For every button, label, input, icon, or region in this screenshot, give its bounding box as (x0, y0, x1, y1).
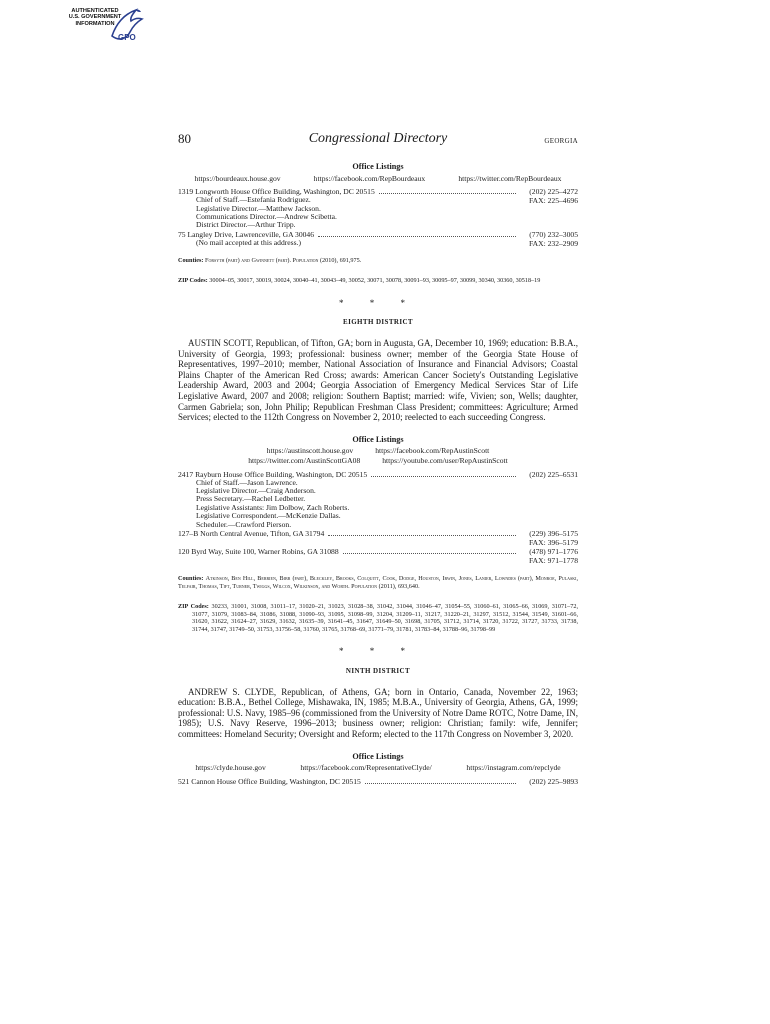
district-heading: NINTH DISTRICT (345, 666, 411, 675)
youtube-link[interactable]: https://youtube.com/user/RepAustinScott (382, 455, 508, 465)
url-row (178, 446, 578, 456)
twitter-link[interactable]: https://twitter.com/RepBourdeaux (458, 173, 562, 183)
office-fax: FAX: 232–2909 (528, 238, 578, 248)
office-line (178, 777, 578, 786)
counties-text: Forsyth (part) and Gwinnett (part). Population (2010), 691,975. (205, 257, 362, 265)
staff-entry: Legislative Director.—Craig Anderson. (196, 485, 316, 495)
office-address: 521 Cannon House Office Building, Washington, DC 20515 (178, 776, 361, 786)
counties-paragraph (178, 575, 578, 591)
eighth-district-section (178, 318, 578, 633)
website-link[interactable]: https://bourdeaux.house.gov (194, 173, 281, 183)
staff-entry: District Director.—Arthur Tripp. (196, 220, 296, 230)
staff-entry: Legislative Assistants: Jim Dolbow, Zach Roberts. (196, 502, 350, 512)
zip-codes-label: ZIP Codes: (178, 602, 209, 610)
dot-leader (328, 535, 516, 536)
office-fax: FAX: 396–5179 (528, 537, 578, 547)
staff-entry: Legislative Correspondent.—McKenzie Dallas. (196, 511, 341, 521)
section-separator: * * * (339, 646, 417, 657)
office-listings-heading: Office Listings (352, 434, 404, 444)
office-address: 127–B North Central Avenue, Tifton, GA 31794 (178, 528, 325, 538)
office-address: 2417 Rayburn House Office Building, Washington, DC 20515 (178, 469, 368, 479)
counties-label: Counties: (178, 257, 204, 265)
page-title: Congressional Directory (308, 131, 448, 146)
office-address: 75 Langley Drive, Lawrenceville, GA 30046 (178, 229, 315, 239)
office-phone: (202) 225–6531 (529, 469, 578, 479)
url-row (178, 763, 578, 773)
seal-line-2: U.S. GOVERNMENT (68, 14, 122, 21)
staff-entry: Legislative Director.—Matthew Jackson. (196, 203, 321, 213)
twitter-link[interactable]: https://twitter.com/AustinScottGA08 (248, 455, 361, 465)
zip-codes-paragraph (178, 603, 578, 633)
website-link[interactable]: https://austinscott.house.gov (266, 446, 354, 456)
office-note: (No mail accepted at this address.) (196, 237, 302, 247)
staff-entry: Scheduler.—Crawford Pierson. (196, 519, 292, 529)
counties-paragraph (178, 257, 578, 265)
office-phone: (202) 225–4272 (529, 187, 578, 197)
instagram-link[interactable]: https://instagram.com/repclyde (466, 763, 561, 773)
member-bio: AUSTIN SCOTT, Republican, of Tifton, GA; born in Augusta, GA, December 10, 1969; education: B.B.A., University of Georgia, 1993; professional: business owner; member of the Georgia State House of Representatives, 1997–2010; member, National Association of Insurance and Financial Advisors; Coastal Plains Chapter of the American Red Cross; awards: American Cancer Society's Outstanding Legislative Leadership Award, 2003 and 2004; Georgia Association of Emergency Medical Services Star of Life Legislative Award, 2007 and 2008; religion: Southern Baptist; married: wife, Vivien; son, Wells; daughter, Carmen Gabriela; son, John Philip; Republican Freshman Class President; committees: Agriculture; Armed Services; elected to the 112th Congress on November 2, 2010; reelected to each succeeding Congress. (178, 338, 578, 423)
gpo-wordmark: GPO (118, 33, 136, 42)
url-row (178, 456, 578, 466)
office-listings-heading: Office Listings (352, 162, 404, 171)
office-line (178, 547, 578, 556)
office-address: 1319 Longworth House Office Building, Washington, DC 20515 (178, 187, 375, 197)
seal-line-3: INFORMATION (75, 20, 115, 27)
dot-leader (343, 553, 516, 554)
page-number: 80 (178, 131, 191, 146)
office-fax: FAX: 971–1778 (528, 555, 578, 565)
staff-entry: Communications Director.—Andrew Scibetta. (196, 212, 337, 221)
office-listings-heading: Office Listings (352, 751, 404, 761)
state-label: GEORGIA (544, 137, 578, 145)
gpo-authentication-seal (62, 6, 146, 48)
staff-entry: Chief of Staff.—Estefania Rodriguez. (196, 195, 311, 205)
dot-leader (379, 193, 516, 194)
prev-member-section (178, 162, 578, 285)
office-phone: (229) 396–5175 (529, 528, 578, 538)
counties-label: Counties: (178, 574, 204, 582)
zip-codes-text: 30004–05, 30017, 30019, 30024, 30040–41, 30043–49, 30052, 30071, 30078, 30091–93, 30095–97, 30099, 30340, 30360, 30518–19 (209, 277, 541, 285)
website-link[interactable]: https://clyde.house.gov (195, 763, 266, 773)
directory-page (178, 131, 579, 786)
dot-leader (318, 236, 516, 237)
staff-entry: Press Secretary.—Rachel Ledbetter. (196, 494, 306, 504)
running-head (178, 131, 578, 152)
facebook-link[interactable]: https://facebook.com/RepAustinScott (375, 446, 490, 456)
office-line (178, 529, 578, 538)
zip-codes-text: 30233, 31001, 31008, 31011–17, 31020–21, 31023, 31028–38, 31042, 31044, 31046–47, 31054–55, 31060–61, 31065–66, 31069, 31071–72, 31077, 31079, 31083–84, 31086, 31088, 31090–93, 31095, 31098–99, 31204, 31209–11, 31217, 31220–21, 31297, 31512, 31544, 31549, 31601–66, 31620, 31622, 31624–27, 31629, 31632, 31635–39, 31641–45, 31647, 31649–50, 31698, 31705, 31712, 31714, 31720, 31722, 31727, 31733, 31738, 31744, 31747, 31749–50, 31753, 31756–58, 31760, 31765, 31768–69, 31771–79, 31781, 31783–84, 31788–96, 31798–99 (192, 602, 579, 633)
dot-leader (371, 476, 516, 477)
seal-line-1: AUTHENTICATED (71, 8, 119, 14)
office-phone: (478) 971–1776 (529, 546, 578, 556)
office-phone: (770) 232–3005 (529, 229, 578, 239)
district-heading: EIGHTH DISTRICT (343, 318, 413, 327)
office-phone: (202) 225–9893 (529, 776, 578, 786)
zip-codes-label: ZIP Codes: (178, 277, 208, 285)
dot-leader (365, 783, 516, 784)
zip-codes-paragraph (178, 277, 578, 285)
section-separator: * * * (339, 297, 417, 308)
ninth-district-section (178, 667, 578, 786)
facebook-link[interactable]: https://facebook.com/RepBourdeaux (313, 173, 426, 183)
member-bio: ANDREW S. CLYDE, Republican, of Athens, GA; born in Ontario, Canada, November 22, 1963; education: B.B.A., Bethel College, Mishawaka, IN, 1985; M.B.A., University of Georgia, Athens, GA, 1999; professional: U.S. Navy, 1985–96 (commissioned from the University of Notre Dame ROTC, Notre Dame, IN, 1985); U.S. Navy Reserve, 1996–2013; business owner; religion: Christian; family: wife, Jennifer; committees: Homeland Security; Oversight and Reform; elected to the 117th Congress on November 3, 2020. (178, 686, 578, 739)
facebook-link[interactable]: https://facebook.com/RepresentativeClyde/ (300, 763, 432, 773)
counties-text: Atkinson, Ben Hill, Berrien, Bibb (part), Bleckley, Brooks, Colquitt, Cook, Dodge, Houston, Irwin, Jones, Lanier, Lowndes (part), Monroe, Pulaski, Telfair, Thomas, Tift, Turner, Twiggs, Wilcox, Wilkinson, and Worth. Population (2011), 693,640. (178, 574, 578, 590)
office-address: 120 Byrd Way, Suite 100, Warner Robins, GA 31088 (178, 546, 339, 556)
office-fax: FAX: 225–4696 (528, 196, 578, 206)
url-row (178, 174, 578, 184)
staff-entry: Chief of Staff.—Jason Lawrence. (196, 477, 298, 487)
